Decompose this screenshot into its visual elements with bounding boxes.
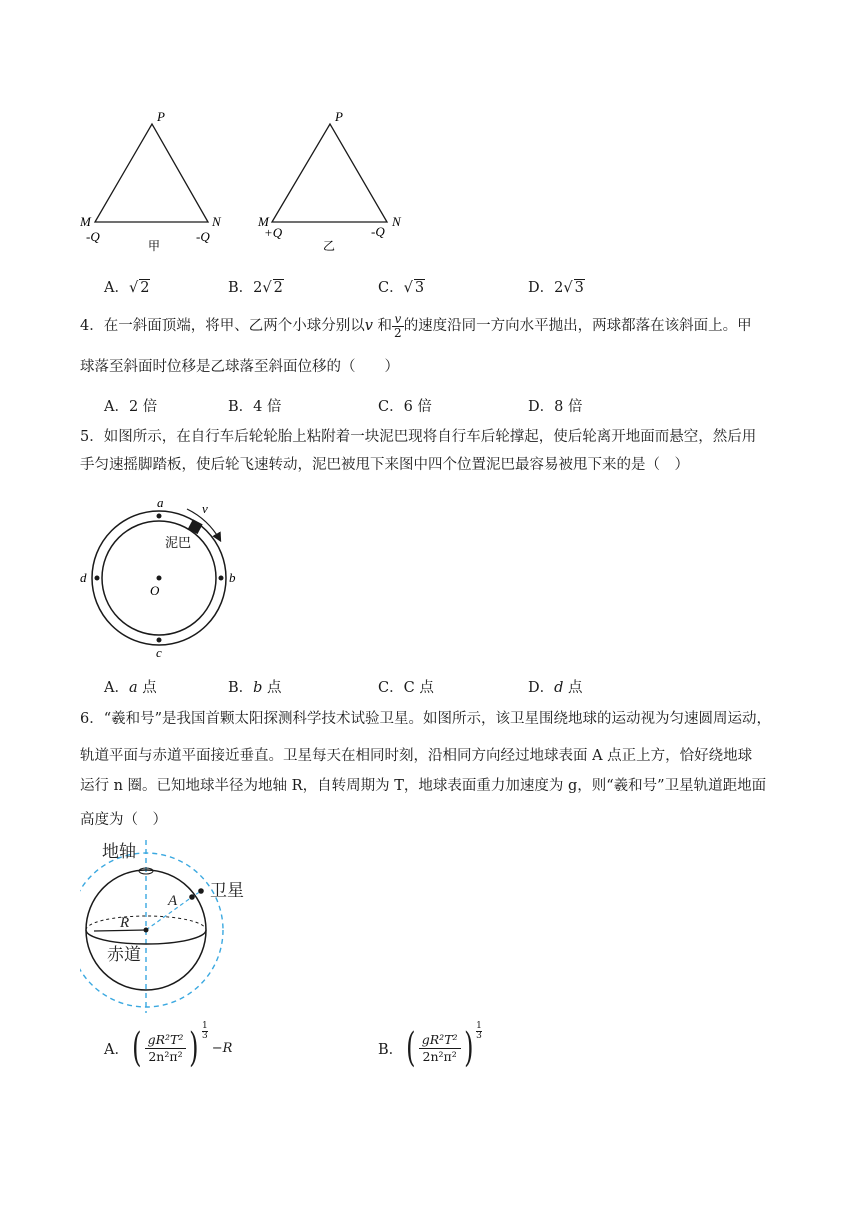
triangle-jia bbox=[80, 109, 222, 253]
q4-option-c[interactable]: C．6 倍 bbox=[378, 399, 432, 415]
q4-option-b[interactable]: B．4 倍 bbox=[228, 399, 282, 415]
q6-a-fraction: gR²T² 2n²π² bbox=[145, 1032, 187, 1065]
label-o: O bbox=[150, 583, 160, 598]
q6-stem-line4: 高度为（ ） bbox=[80, 812, 167, 828]
triangle-yi bbox=[257, 109, 402, 253]
mud-block bbox=[188, 519, 203, 534]
caption-yi: 乙 bbox=[323, 239, 336, 253]
q4-stem-line2: 球落至斜面时位移是乙球落至斜面位移的（ ） bbox=[80, 359, 399, 375]
caption-jia: 甲 bbox=[148, 239, 161, 253]
label-radius: R bbox=[120, 915, 130, 931]
q5-option-d[interactable]: D．d 点 bbox=[528, 680, 583, 696]
q3-option-c[interactable]: C．√ 3 bbox=[378, 280, 425, 296]
point-d bbox=[95, 576, 100, 581]
q6-option-b[interactable]: B． ( gR²T² 2n²π² ) 1 3 bbox=[378, 1021, 482, 1071]
label-satellite: 卫星 bbox=[210, 881, 244, 900]
label-p-yi: P bbox=[335, 109, 343, 124]
q6-option-a[interactable]: A． ( gR²T² 2n²π² ) 1 3 −R bbox=[104, 1021, 233, 1071]
label-n-yi: N bbox=[392, 214, 401, 229]
label-equator: 赤道 bbox=[107, 945, 141, 964]
point-a bbox=[157, 514, 162, 519]
point-c bbox=[157, 638, 162, 643]
q3-figure bbox=[80, 105, 420, 255]
q3-option-d[interactable]: D．2√ 3 bbox=[528, 280, 584, 296]
q4-option-d[interactable]: D．8 倍 bbox=[528, 399, 583, 415]
label-axis: 地轴 bbox=[102, 842, 136, 861]
point-a-dot bbox=[189, 894, 195, 900]
point-o bbox=[157, 576, 162, 581]
q3-option-b[interactable]: B．2√ 2 bbox=[228, 280, 283, 296]
label-a: a bbox=[157, 495, 164, 510]
q5-stem-line2: 手匀速摇脚踏板，使后轮飞速转动，泥巴被甩下来图中四个位置泥巴最容易被甩下来的是（ ） bbox=[80, 457, 689, 473]
q4-fraction: $\frac{v}{2}$ bbox=[394, 311, 402, 340]
label-m-yi: M bbox=[258, 214, 269, 229]
q6-b-fraction: gR²T² 2n²π² bbox=[419, 1032, 461, 1065]
label-m-jia: M bbox=[80, 214, 91, 229]
q6-earth-figure bbox=[80, 835, 270, 1015]
label-p-jia: P bbox=[157, 109, 165, 124]
q5-wheel-figure bbox=[75, 495, 255, 665]
label-v: v bbox=[202, 501, 208, 516]
q4-option-a[interactable]: A．2 倍 bbox=[104, 399, 158, 415]
center-dot bbox=[144, 928, 149, 933]
charge-n-jia: -Q bbox=[196, 229, 210, 244]
label-a-point: A bbox=[168, 893, 178, 909]
q6-stem-line3: 运行 n 圈。已知地球半径为地轴 R，自转周期为 T，地球表面重力加速度为 g，则“羲和号”卫星轨道距地面 bbox=[80, 778, 767, 794]
q6-stem-line1: 6．“羲和号”是我国首颗太阳探测科学技术试验卫星。如图所示，该卫星围绕地球的运动视为匀速圆周运动， bbox=[80, 711, 772, 727]
q5-option-b[interactable]: B．b 点 bbox=[228, 680, 282, 696]
satellite-orbit bbox=[80, 853, 223, 1007]
q5-option-a[interactable]: A．a 点 bbox=[104, 680, 157, 696]
charge-m-jia: -Q bbox=[86, 229, 100, 244]
label-b: b bbox=[229, 570, 236, 585]
point-b bbox=[219, 576, 224, 581]
label-mud: 泥巴 bbox=[165, 535, 192, 550]
charge-n-yi: -Q bbox=[371, 224, 385, 239]
label-c: c bbox=[156, 645, 162, 660]
label-d: d bbox=[80, 570, 87, 585]
q4-stem-line1: 4．在一斜面顶端，将甲、乙两个小球分别以v 和 $\frac{v}{2}$ 的速度沿同一方向水平抛出，两球都落在该斜面上。甲 bbox=[80, 311, 752, 340]
satellite-dot bbox=[198, 888, 204, 894]
charge-m-yi: +Q bbox=[264, 225, 283, 240]
q6-stem-line2: 轨道平面与赤道平面接近垂直。卫星每天在相同时刻，沿相同方向经过地球表面 A 点正上方，恰好绕地球 bbox=[80, 748, 753, 764]
q5-stem-line1: 5．如图所示，在自行车后轮轮胎上粘附着一块泥巴现将自行车后轮撑起，使后轮离开地面而悬空，然后用 bbox=[80, 429, 757, 445]
q5-option-c[interactable]: C．C 点 bbox=[378, 680, 434, 696]
label-n-jia: N bbox=[212, 214, 221, 229]
q3-option-a[interactable]: A．√ 2 bbox=[104, 280, 150, 296]
